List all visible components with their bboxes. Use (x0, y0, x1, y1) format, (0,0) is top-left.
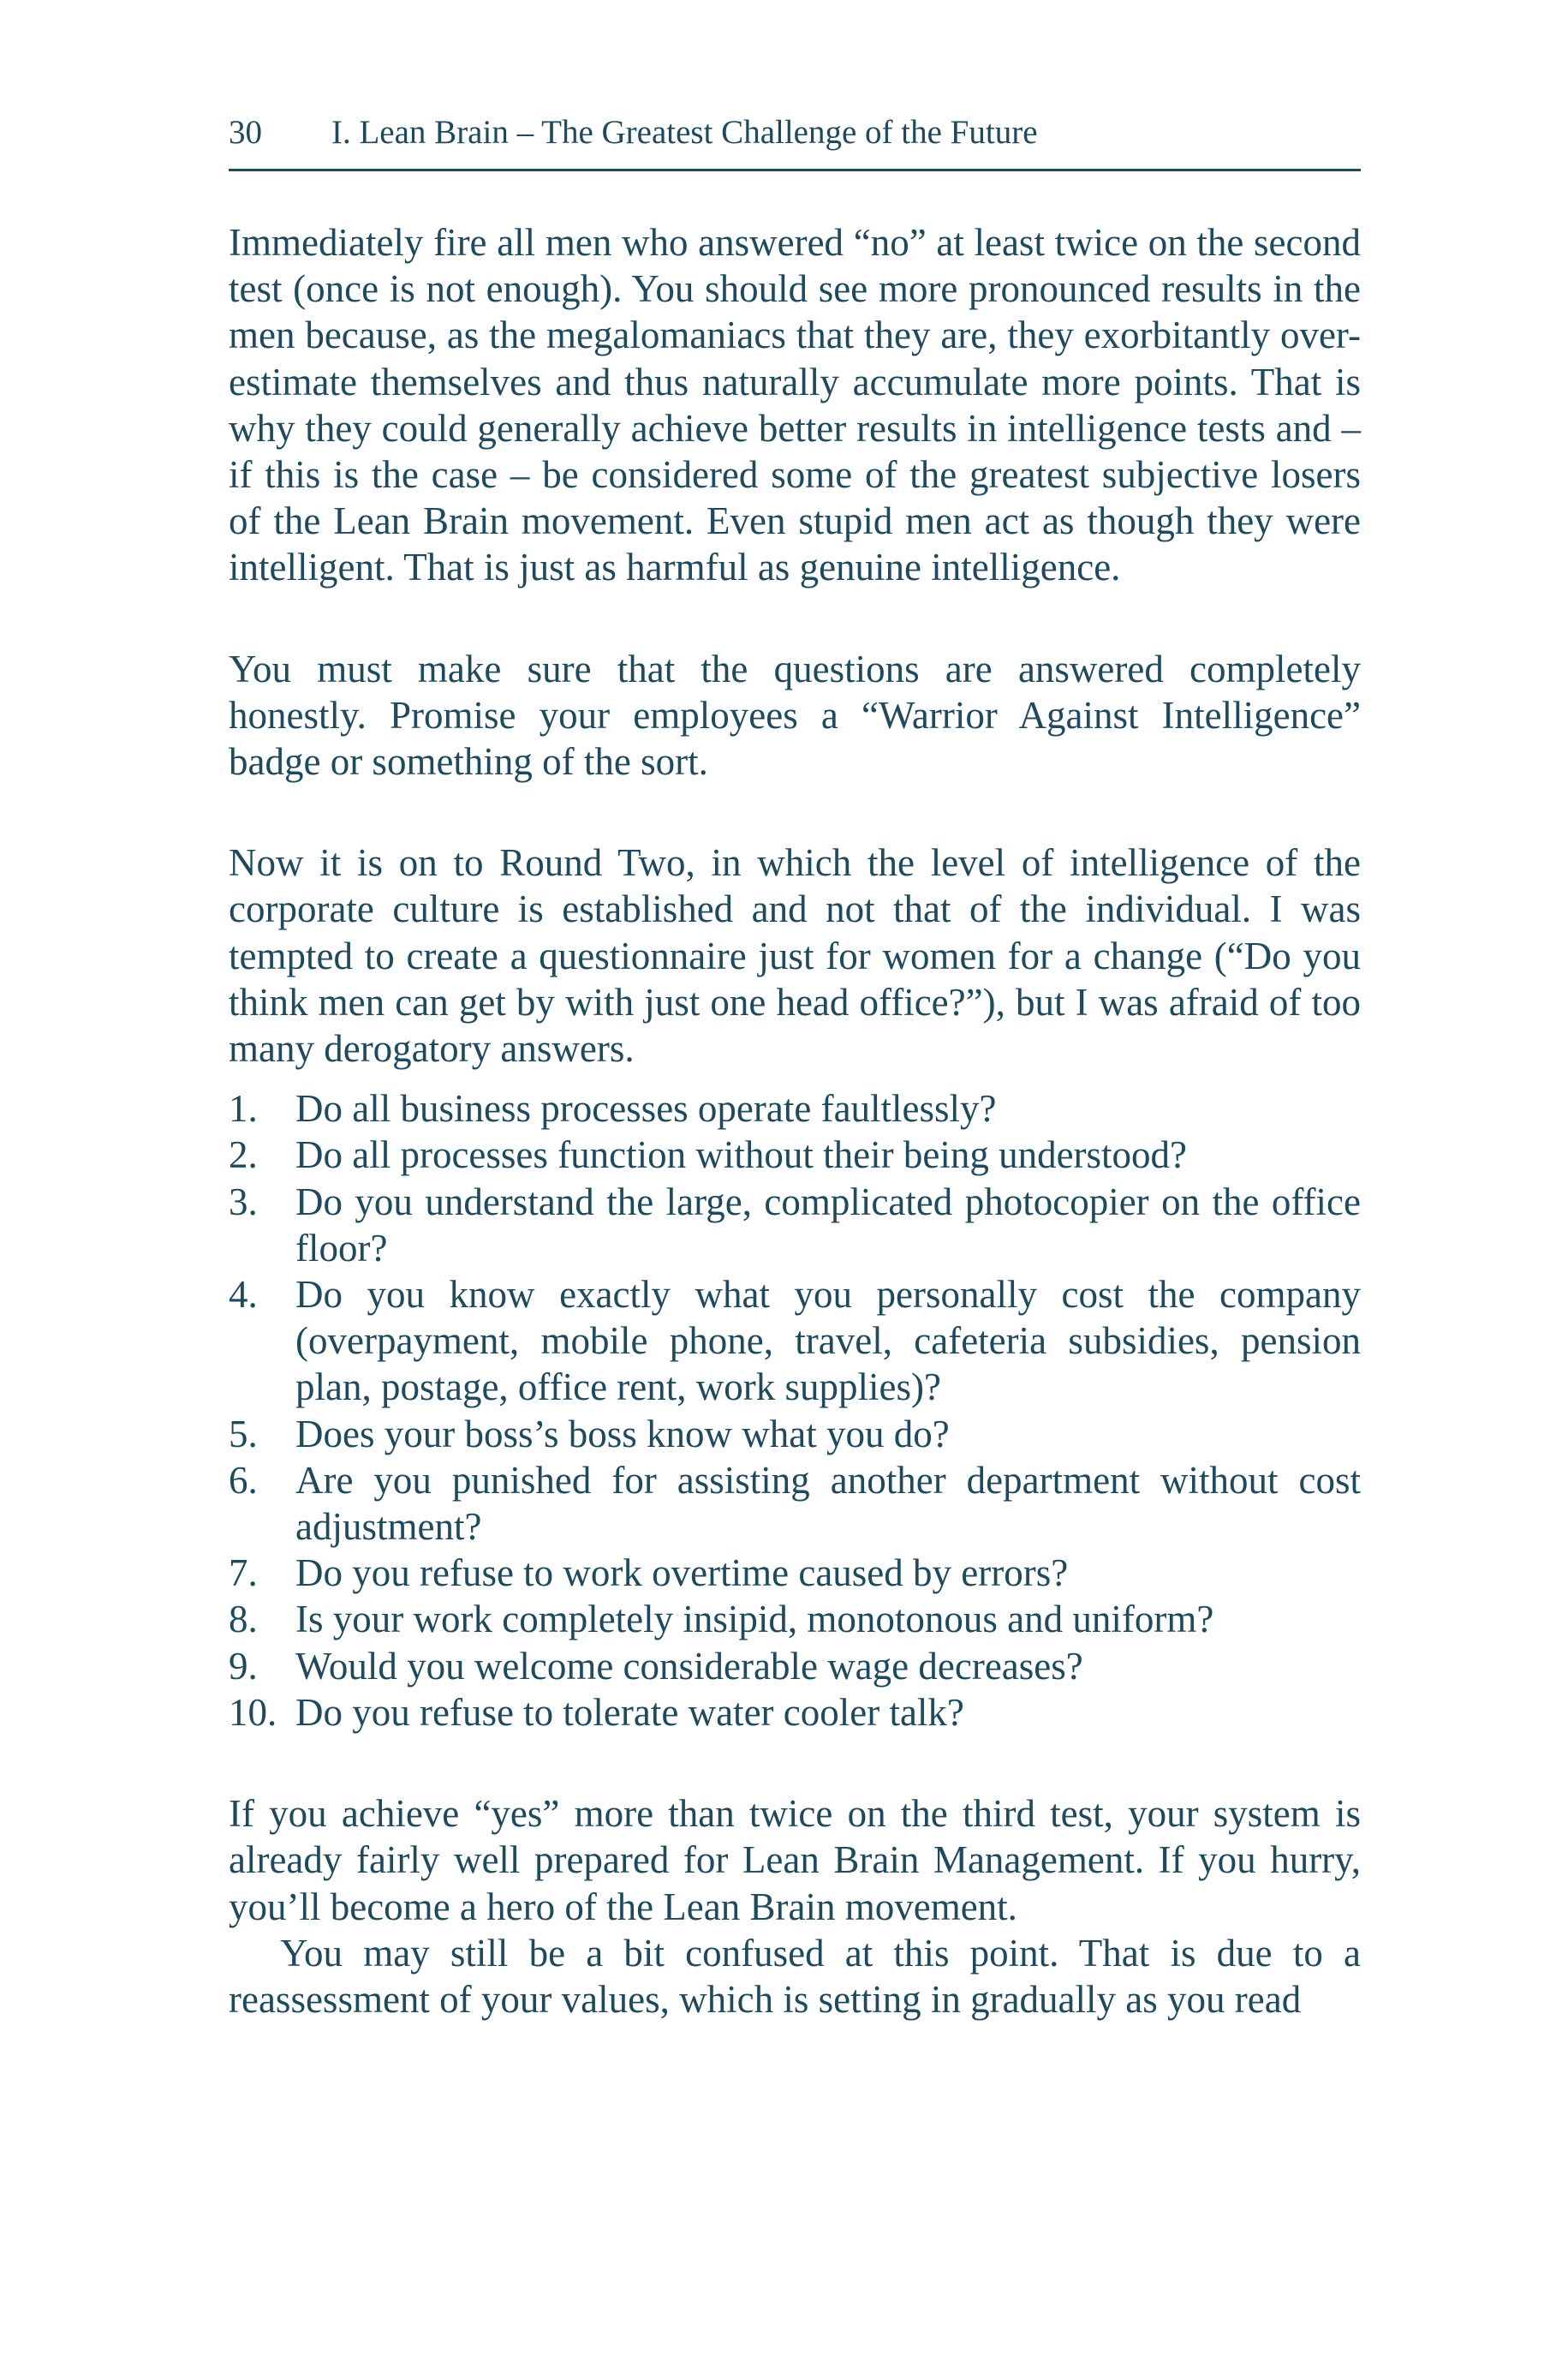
list-item (229, 1132, 1361, 1178)
item-number: 5. (229, 1412, 258, 1455)
list-item (229, 1179, 1361, 1271)
item-text: Do you understand the large, complicated photocopier on the office floor? (295, 1180, 1361, 1270)
list-item (229, 1550, 1361, 1596)
paragraph-gap (229, 785, 1361, 839)
paragraph-fire-men: Immediately fire all men who answered “no” at least twice on the second test (once is not enough). You should see more pronounced results in the men because, as the megalomaniacs that they are, they exorbitantly over-estimate themselves and thus naturally accumulate more points. That is why they could generally achieve better results in intelligence tests and – if this is the case – be considered some of the greatest subjective losers of the Lean Brain movement. Even stupid men act as though they were intelligent. That is just as harmful as genuine intelligence. (229, 221, 1361, 589)
item-text: Is your work completely insipid, monotonous and uniform? (295, 1598, 1214, 1641)
item-text: Do you refuse to tolerate water cooler talk? (295, 1690, 964, 1734)
paragraph-gap (229, 591, 1361, 646)
item-text: Do all business processes operate faultlessly? (295, 1087, 997, 1131)
running-head (229, 106, 1361, 171)
paragraph-confused: You may still be a bit confused at this point. That is due to a reassessment of your values, which is setting in gradually as you read (229, 1931, 1361, 2021)
list-item (229, 1271, 1361, 1411)
item-number: 2. (229, 1133, 258, 1177)
item-number: 7. (229, 1551, 258, 1595)
list-item (229, 1411, 1361, 1457)
chapter-title: I. Lean Brain – The Greatest Challenge of the Future (331, 114, 1038, 151)
list-item (229, 1457, 1361, 1550)
item-number: 3. (229, 1180, 258, 1223)
item-text: Do all processes function without their being understood? (295, 1133, 1188, 1177)
item-text: Are you punished for assisting another department without cost adjustment? (295, 1458, 1361, 1549)
item-text: Do you refuse to work overtime caused by errors? (295, 1551, 1069, 1595)
list-item (229, 1596, 1361, 1642)
item-number: 6. (229, 1458, 258, 1502)
paragraph-gap (229, 1736, 1361, 1790)
item-text: Do you know exactly what you personally cost the company (overpayment, mobile phone, travel, cafeteria subsidies, pension plan, postage, office rent, work supplies)? (295, 1273, 1361, 1409)
item-number: 8. (229, 1598, 258, 1641)
item-text: Does your boss’s boss know what you do? (295, 1412, 950, 1455)
page-number: 30 (229, 114, 262, 151)
paragraph-third-test: If you achieve “yes” more than twice on the third test, your system is already fairly well prepared for Lean Brain Management. If you hurry, you’ll become a hero of the Lean Brain movement. (229, 1792, 1361, 1928)
paragraph-honesty: You must make sure that the questions are answered completely honestly. Promise your employees a “Warrior Against Intelligence” badge or something of the sort. (229, 647, 1361, 784)
item-number: 9. (229, 1644, 258, 1688)
item-number: 10. (229, 1690, 277, 1734)
book-page (229, 0, 1361, 2378)
item-text: Would you welcome considerable wage decreases? (295, 1644, 1083, 1688)
list-item (229, 1689, 1361, 1736)
body-text (229, 219, 1361, 2022)
list-item (229, 1643, 1361, 1689)
paragraph-round-two: Now it is on to Round Two, in which the level of intelligence of the corporate culture is established and not that of the individual. I was tempted to create a questionnaire just for women for a change (“Do you think men can get by with just one head office?”), but I was afraid of too many derogatory answers. (229, 841, 1361, 1071)
list-item (229, 1085, 1361, 1132)
questionnaire-list (229, 1085, 1361, 1736)
item-number: 1. (229, 1087, 258, 1131)
item-number: 4. (229, 1273, 258, 1317)
